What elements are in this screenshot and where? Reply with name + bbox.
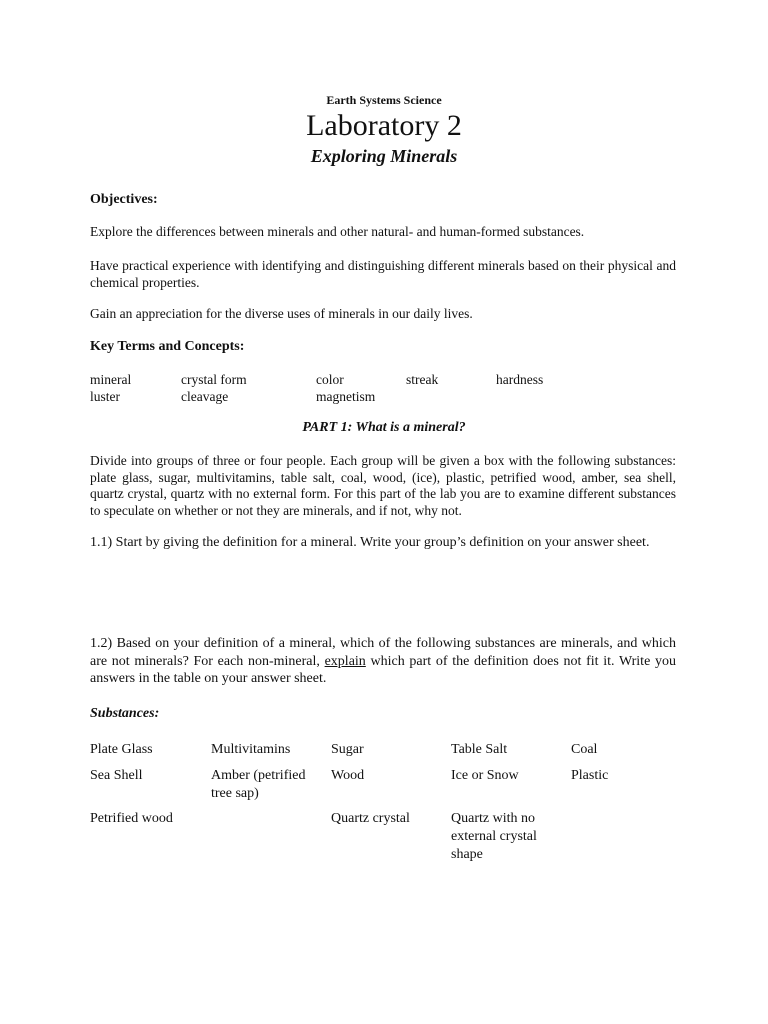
objective-item: Have practical experience with identifying and distinguishing different minerals based on their physical and chemical properties. xyxy=(90,258,676,290)
substance-cell: Quartz with no external crystal shape xyxy=(451,811,537,862)
emphasis-explain: explain xyxy=(324,653,366,669)
substances-heading: Substances: xyxy=(90,706,160,721)
key-term: luster xyxy=(90,389,120,404)
question-1-2-text: which part of the definition does not fit it. Write you answers in the table on your answer sheet. xyxy=(90,653,676,686)
objective-item: Gain an appreciation for the diverse uses of minerals in our daily lives. xyxy=(90,306,473,321)
key-term: mineral xyxy=(90,372,132,387)
key-term: color xyxy=(316,372,344,387)
substance-cell: Petrified wood xyxy=(90,811,173,826)
lab-subtitle: Exploring Minerals xyxy=(310,146,458,166)
substance-cell: Sugar xyxy=(331,742,364,757)
question-1-2 xyxy=(90,635,676,688)
substance-cell: Sea Shell xyxy=(90,768,143,783)
key-term: magnetism xyxy=(316,389,376,404)
substance-cell: Coal xyxy=(571,742,598,757)
substance-cell: Quartz crystal xyxy=(331,811,410,826)
key-term: crystal form xyxy=(181,372,247,387)
objective-item: Explore the differences between minerals and other natural- and human-formed substances. xyxy=(90,224,585,239)
key-term: streak xyxy=(406,372,439,387)
key-terms-heading: Key Terms and Concepts: xyxy=(90,339,245,354)
objectives-heading: Objectives: xyxy=(90,192,158,207)
question-1-2-text: 1.2) Based on your definition of a mineral, which of the following substances are minerals, and which are not minerals? For each non-mineral, xyxy=(90,636,676,669)
key-term: cleavage xyxy=(181,389,229,404)
part1-intro: Divide into groups of three or four people. Each group will be given a box with the following substances: plate glass, sugar, multivitamins, table salt, coal, wood, (ice), plastic, petrified wood, amber, sea shell, quartz crystal, quartz with no external form. For this part of the lab you are to examine different substances to speculate on whether or not they are minerals, and if not, why not. xyxy=(90,453,676,518)
substance-cell: Plate Glass xyxy=(90,742,153,757)
substance-cell: Table Salt xyxy=(451,742,508,757)
substance-cell: Multivitamins xyxy=(211,742,291,757)
question-1-1: 1.1) Start by giving the definition for a mineral. Write your group’s definition on your answer sheet. xyxy=(90,535,650,550)
key-term: hardness xyxy=(496,372,544,387)
substance-cell: Ice or Snow xyxy=(451,768,519,783)
substance-cell: Wood xyxy=(331,768,365,783)
substance-cell: Plastic xyxy=(571,768,609,783)
course-name: Earth Systems Science xyxy=(326,93,442,107)
part1-heading: PART 1: What is a mineral? xyxy=(302,420,466,435)
lab-title: Laboratory 2 xyxy=(306,109,462,142)
substance-cell: Amber (petrified tree sap) xyxy=(211,768,306,801)
